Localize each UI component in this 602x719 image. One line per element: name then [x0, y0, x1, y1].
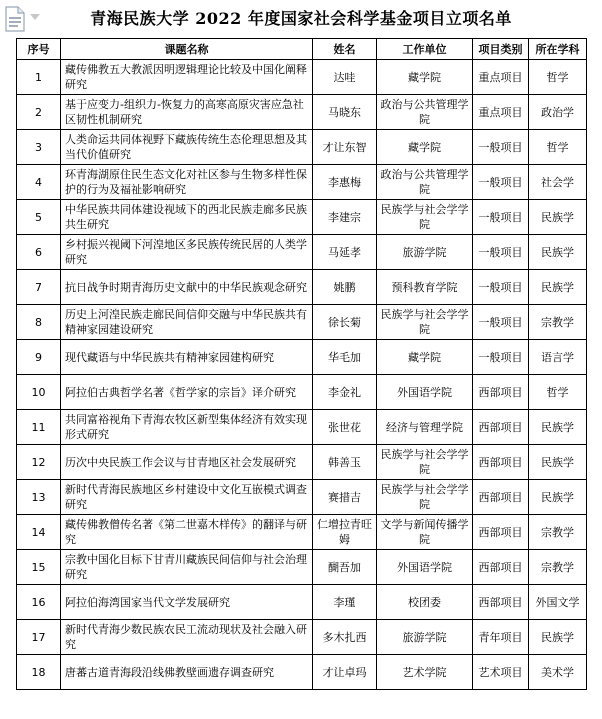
header-discipline: 所在学科	[529, 39, 587, 60]
table-row	[17, 95, 587, 130]
researcher-name: 才让东智	[313, 130, 377, 165]
project-topic: 藏传佛教五大教派因明逻辑理论比较及中国化阐释研究	[61, 60, 313, 95]
project-category: 一般项目	[473, 340, 529, 375]
researcher-name: 张世花	[313, 410, 377, 445]
row-index: 6	[17, 235, 61, 270]
table-row	[17, 480, 587, 515]
project-topic: 乡村振兴视阈下河湟地区多民族传统民居的人类学研究	[61, 235, 313, 270]
researcher-name: 多木扎西	[313, 620, 377, 655]
discipline: 外国文学	[529, 585, 587, 620]
researcher-name: 徐长菊	[313, 305, 377, 340]
project-category: 艺术项目	[473, 655, 529, 690]
table-row	[17, 60, 587, 95]
project-category: 重点项目	[473, 95, 529, 130]
row-index: 10	[17, 375, 61, 410]
work-unit: 藏学院	[377, 60, 473, 95]
researcher-name: 韩善玉	[313, 445, 377, 480]
discipline: 哲学	[529, 130, 587, 165]
row-index: 9	[17, 340, 61, 375]
row-index: 18	[17, 655, 61, 690]
row-index: 8	[17, 305, 61, 340]
researcher-name: 马延孝	[313, 235, 377, 270]
project-category: 一般项目	[473, 165, 529, 200]
row-index: 15	[17, 550, 61, 585]
project-topic: 阿拉伯海湾国家当代文学发展研究	[61, 585, 313, 620]
project-topic: 历史上河湟民族走廊民间信仰交融与中华民族共有精神家园建设研究	[61, 305, 313, 340]
discipline: 民族学	[529, 480, 587, 515]
work-unit: 政治与公共管理学院	[377, 165, 473, 200]
work-unit: 旅游学院	[377, 235, 473, 270]
project-category: 西部项目	[473, 515, 529, 550]
row-index: 1	[17, 60, 61, 95]
work-unit: 民族学与社会学学院	[377, 305, 473, 340]
work-unit: 藏学院	[377, 130, 473, 165]
researcher-name: 醐吾加	[313, 550, 377, 585]
table-row	[17, 130, 587, 165]
researcher-name: 李金礼	[313, 375, 377, 410]
row-index: 3	[17, 130, 61, 165]
project-topic: 藏传佛教僧传名著《第二世嘉木样传》的翻译与研究	[61, 515, 313, 550]
table-row	[17, 515, 587, 550]
discipline: 民族学	[529, 410, 587, 445]
discipline: 社会学	[529, 165, 587, 200]
page-title: 青海民族大学 2022 年度国家社会科学基金项目立项名单	[90, 9, 512, 28]
project-category: 西部项目	[473, 550, 529, 585]
discipline: 美术学	[529, 655, 587, 690]
work-unit: 民族学与社会学学院	[377, 445, 473, 480]
project-category: 一般项目	[473, 130, 529, 165]
project-category: 重点项目	[473, 60, 529, 95]
discipline: 民族学	[529, 270, 587, 305]
project-category: 一般项目	[473, 200, 529, 235]
work-unit: 外国语学院	[377, 550, 473, 585]
row-index: 11	[17, 410, 61, 445]
header-unit: 工作单位	[377, 39, 473, 60]
project-topic: 共同富裕视角下青海农牧区新型集体经济有效实现形式研究	[61, 410, 313, 445]
project-category: 西部项目	[473, 375, 529, 410]
project-topic: 宗教中国化目标下甘青川藏族民间信仰与社会治理研究	[61, 550, 313, 585]
project-topic: 环青海湖原住民生态文化对社区参与生物多样性保护的行为及福祉影响研究	[61, 165, 313, 200]
table-header-row	[17, 39, 587, 60]
researcher-name: 马晓东	[313, 95, 377, 130]
discipline: 民族学	[529, 445, 587, 480]
project-category: 西部项目	[473, 445, 529, 480]
discipline: 民族学	[529, 235, 587, 270]
table-row	[17, 445, 587, 480]
project-table	[16, 38, 587, 690]
row-index: 7	[17, 270, 61, 305]
work-unit: 旅游学院	[377, 620, 473, 655]
row-index: 16	[17, 585, 61, 620]
table-row	[17, 305, 587, 340]
discipline: 语言学	[529, 340, 587, 375]
work-unit: 艺术学院	[377, 655, 473, 690]
table-row	[17, 410, 587, 445]
project-topic: 新时代青海民族地区乡村建设中文化互嵌模式调查研究	[61, 480, 313, 515]
researcher-name: 达哇	[313, 60, 377, 95]
researcher-name: 李建宗	[313, 200, 377, 235]
project-topic: 唐蕃古道青海段沿线佛教壁画遗存调查研究	[61, 655, 313, 690]
work-unit: 外国语学院	[377, 375, 473, 410]
row-index: 17	[17, 620, 61, 655]
table-row	[17, 340, 587, 375]
project-topic: 现代藏语与中华民族共有精神家园建构研究	[61, 340, 313, 375]
project-category: 青年项目	[473, 620, 529, 655]
work-unit: 民族学与社会学学院	[377, 480, 473, 515]
work-unit: 民族学与社会学学院	[377, 200, 473, 235]
project-category: 西部项目	[473, 480, 529, 515]
discipline: 宗教学	[529, 515, 587, 550]
discipline: 民族学	[529, 200, 587, 235]
work-unit: 文学与新闻传播学院	[377, 515, 473, 550]
table-row	[17, 655, 587, 690]
header-topic: 课题名称	[61, 39, 313, 60]
researcher-name: 赛措吉	[313, 480, 377, 515]
table-row	[17, 235, 587, 270]
project-category: 一般项目	[473, 305, 529, 340]
discipline: 民族学	[529, 620, 587, 655]
project-topic: 人类命运共同体视野下藏族传统生态伦理思想及其当代价值研究	[61, 130, 313, 165]
table-row	[17, 270, 587, 305]
discipline: 政治学	[529, 95, 587, 130]
project-category: 西部项目	[473, 585, 529, 620]
row-index: 14	[17, 515, 61, 550]
work-unit: 校团委	[377, 585, 473, 620]
researcher-name: 华毛加	[313, 340, 377, 375]
table-row	[17, 165, 587, 200]
row-index: 2	[17, 95, 61, 130]
discipline: 哲学	[529, 60, 587, 95]
project-topic: 抗日战争时期青海历史文献中的中华民族观念研究	[61, 270, 313, 305]
table-row	[17, 585, 587, 620]
work-unit: 经济与管理学院	[377, 410, 473, 445]
researcher-name: 才让卓玛	[313, 655, 377, 690]
researcher-name: 姚鹏	[313, 270, 377, 305]
table-row	[17, 375, 587, 410]
work-unit: 政治与公共管理学院	[377, 95, 473, 130]
researcher-name: 仁增拉青旺姆	[313, 515, 377, 550]
project-topic: 基于应变力-组织力-恢复力的高寒高原灾害应急社区韧性机制研究	[61, 95, 313, 130]
row-index: 13	[17, 480, 61, 515]
discipline: 宗教学	[529, 550, 587, 585]
project-topic: 新时代青海少数民族农民工流动现状及社会融入研究	[61, 620, 313, 655]
project-topic: 历次中央民族工作会议与甘青地区社会发展研究	[61, 445, 313, 480]
header-index: 序号	[17, 39, 61, 60]
discipline: 宗教学	[529, 305, 587, 340]
project-category: 一般项目	[473, 235, 529, 270]
row-index: 5	[17, 200, 61, 235]
researcher-name: 李惠梅	[313, 165, 377, 200]
researcher-name: 李瑾	[313, 585, 377, 620]
header-name: 姓名	[313, 39, 377, 60]
work-unit: 藏学院	[377, 340, 473, 375]
header-category: 项目类别	[473, 39, 529, 60]
row-index: 12	[17, 445, 61, 480]
table-row	[17, 200, 587, 235]
row-index: 4	[17, 165, 61, 200]
project-topic: 中华民族共同体建设视域下的西北民族走廊多民族共生研究	[61, 200, 313, 235]
project-topic: 阿拉伯古典哲学名著《哲学家的宗旨》译介研究	[61, 375, 313, 410]
table-row	[17, 550, 587, 585]
table-body	[17, 60, 587, 690]
project-category: 西部项目	[473, 410, 529, 445]
discipline: 哲学	[529, 375, 587, 410]
table-row	[17, 620, 587, 655]
work-unit: 预科教育学院	[377, 270, 473, 305]
project-category: 一般项目	[473, 270, 529, 305]
